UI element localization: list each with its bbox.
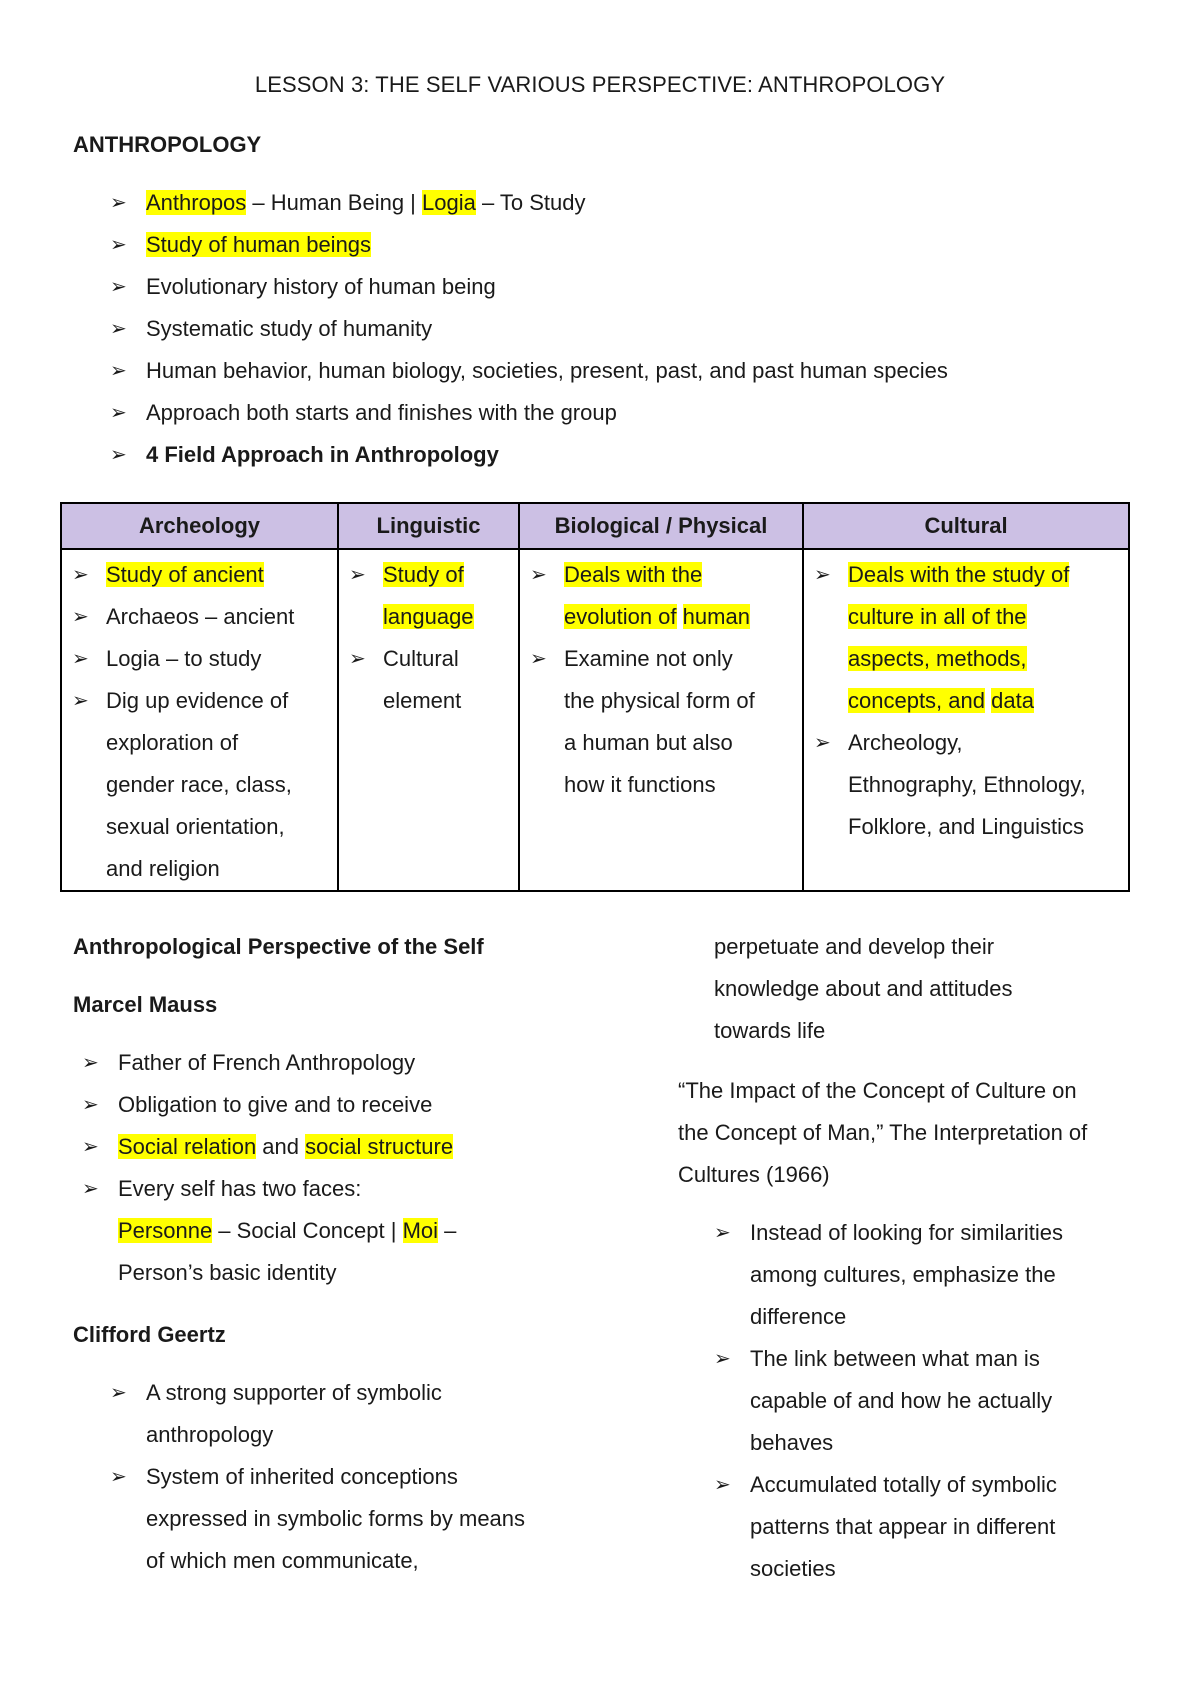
geertz-heading: Clifford Geertz xyxy=(73,1322,226,1347)
list-item xyxy=(82,1168,456,1294)
arrow-bullet-icon: ➢ xyxy=(714,1222,731,1244)
highlighted-text: Study of human beings xyxy=(146,232,372,257)
text: Archaeos – ancient xyxy=(106,604,295,629)
text-line: Instead of looking for similarities xyxy=(750,1220,1064,1245)
cell-biological xyxy=(519,549,803,891)
text-line: behaves xyxy=(750,1430,834,1455)
highlighted-term: Logia xyxy=(422,190,476,215)
text-line: a human but also xyxy=(564,730,733,755)
arrow-bullet-icon: ➢ xyxy=(72,564,89,586)
arrow-bullet-icon: ➢ xyxy=(110,276,127,298)
list-item xyxy=(349,638,512,722)
list-item xyxy=(110,350,948,392)
highlighted-term: Social relation xyxy=(118,1134,257,1159)
text-line: Accumulated totally of symbolic xyxy=(750,1472,1057,1497)
mauss-list xyxy=(82,1042,456,1294)
text-line: The link between what man is xyxy=(750,1346,1040,1371)
mauss-heading: Marcel Mauss xyxy=(73,992,218,1017)
header-linguistic: Linguistic xyxy=(338,503,519,549)
arrow-bullet-icon: ➢ xyxy=(110,1466,127,1488)
highlighted-term: Personne xyxy=(118,1218,213,1243)
arrow-bullet-icon: ➢ xyxy=(814,564,831,586)
text-line: Cultures (1966) xyxy=(678,1162,830,1187)
cell-cultural xyxy=(803,549,1129,891)
text-line: anthropology xyxy=(146,1422,274,1447)
table-row xyxy=(61,549,1129,891)
text: Obligation to give and to receive xyxy=(118,1092,433,1117)
list-item xyxy=(349,554,512,638)
text-line: difference xyxy=(750,1304,847,1329)
header-archeology: Archeology xyxy=(61,503,338,549)
list-item xyxy=(82,1042,456,1084)
highlighted-text: aspects, methods, xyxy=(848,646,1027,671)
list-item xyxy=(110,266,948,308)
list-item xyxy=(714,1464,1063,1590)
highlighted-term: social structure xyxy=(305,1134,454,1159)
list-item xyxy=(72,680,331,890)
text-line: patterns that appear in different xyxy=(750,1514,1056,1539)
text-line: the physical form of xyxy=(564,688,755,713)
list-item xyxy=(714,1338,1063,1464)
highlighted-text: Study of xyxy=(383,562,464,587)
text: Human behavior, human biology, societies, present, past, and past human species xyxy=(146,358,948,383)
text: – To Study xyxy=(475,190,586,215)
highlighted-text: Deals with the xyxy=(564,562,703,587)
arrow-bullet-icon: ➢ xyxy=(530,564,547,586)
text-line: the Concept of Man,” The Interpretation of xyxy=(678,1120,1088,1145)
text-line: how it functions xyxy=(564,772,716,797)
four-field-table xyxy=(60,502,1130,892)
text-line: Cultural xyxy=(383,646,459,671)
list-item xyxy=(530,638,796,806)
list-item xyxy=(110,1372,525,1456)
text-line: “The Impact of the Concept of Culture on xyxy=(678,1078,1077,1103)
text-line: of which men communicate, xyxy=(146,1548,419,1573)
list-item xyxy=(110,224,948,266)
text-line: capable of and how he actually xyxy=(750,1388,1053,1413)
list-item xyxy=(72,638,331,680)
arrow-bullet-icon: ➢ xyxy=(530,648,547,670)
list-item xyxy=(714,1212,1063,1338)
highlighted-text: culture in all of the xyxy=(848,604,1027,629)
highlighted-term: Moi xyxy=(402,1218,439,1243)
arrow-bullet-icon: ➢ xyxy=(349,648,366,670)
list-item xyxy=(110,182,948,224)
arrow-bullet-icon: ➢ xyxy=(110,234,127,256)
header-biological: Biological / Physical xyxy=(519,503,803,549)
citation xyxy=(678,1070,1087,1196)
arrow-bullet-icon: ➢ xyxy=(110,444,127,466)
list-item xyxy=(72,554,331,596)
text: Evolutionary history of human being xyxy=(146,274,496,299)
header-cultural: Cultural xyxy=(803,503,1129,549)
page-title: LESSON 3: THE SELF VARIOUS PERSPECTIVE: ANTHROPOLOGY xyxy=(254,72,946,97)
text: and xyxy=(256,1134,306,1159)
arrow-bullet-icon: ➢ xyxy=(714,1348,731,1370)
text: – Human Being | xyxy=(246,190,422,215)
text: Logia – to study xyxy=(106,646,262,671)
text-line: exploration of xyxy=(106,730,239,755)
list-item xyxy=(814,722,1122,848)
text-line: and religion xyxy=(106,856,220,881)
list-item xyxy=(110,308,948,350)
geertz-list xyxy=(110,1372,525,1582)
list-item xyxy=(82,1084,456,1126)
text-line: knowledge about and attitudes xyxy=(714,976,1013,1001)
list-item xyxy=(72,596,331,638)
cell-archeology xyxy=(61,549,338,891)
arrow-bullet-icon: ➢ xyxy=(110,402,127,424)
text-line: Folklore, and Linguistics xyxy=(848,814,1085,839)
highlighted-text: data xyxy=(991,688,1034,713)
arrow-bullet-icon: ➢ xyxy=(82,1136,99,1158)
intro-list xyxy=(110,182,948,476)
text-line: Ethnography, Ethnology, xyxy=(848,772,1086,797)
arrow-bullet-icon: ➢ xyxy=(72,648,89,670)
list-item xyxy=(814,554,1122,722)
text-line: sexual orientation, xyxy=(106,814,285,839)
field-approach-heading: 4 Field Approach in Anthropology xyxy=(146,442,499,467)
list-item xyxy=(110,434,948,476)
text: Systematic study of humanity xyxy=(146,316,433,341)
text: Father of French Anthropology xyxy=(118,1050,416,1075)
text: – Social Concept | xyxy=(212,1218,403,1243)
list-item xyxy=(110,1456,525,1582)
text-line: element xyxy=(383,688,462,713)
text-line: gender race, class, xyxy=(106,772,292,797)
highlighted-text: Deals with the study of xyxy=(848,562,1070,587)
text: – xyxy=(438,1218,457,1243)
highlighted-text: language xyxy=(383,604,474,629)
highlighted-term: Anthropos xyxy=(146,190,247,215)
highlighted-text: Study of ancient xyxy=(106,562,264,587)
text-line: expressed in symbolic forms by means xyxy=(146,1506,526,1531)
section-heading: ANTHROPOLOGY xyxy=(73,132,262,157)
text-line: towards life xyxy=(714,1018,826,1043)
highlighted-text: evolution of xyxy=(564,604,677,629)
arrow-bullet-icon: ➢ xyxy=(714,1474,731,1496)
arrow-bullet-icon: ➢ xyxy=(82,1094,99,1116)
text-line: Person’s basic identity xyxy=(118,1260,337,1285)
list-item xyxy=(110,392,948,434)
arrow-bullet-icon: ➢ xyxy=(72,606,89,628)
text-line: Dig up evidence of xyxy=(106,688,289,713)
arrow-bullet-icon: ➢ xyxy=(110,318,127,340)
arrow-bullet-icon: ➢ xyxy=(82,1052,99,1074)
arrow-bullet-icon: ➢ xyxy=(349,564,366,586)
highlighted-text: human xyxy=(682,604,750,629)
geertz-continuation xyxy=(714,926,1012,1052)
geertz-notes-list xyxy=(714,1212,1063,1590)
text-line: A strong supporter of symbolic xyxy=(146,1380,442,1405)
arrow-bullet-icon: ➢ xyxy=(110,360,127,382)
text-line: societies xyxy=(750,1556,836,1581)
text-line: Archeology, xyxy=(848,730,963,755)
perspective-heading: Anthropological Perspective of the Self xyxy=(73,934,484,959)
arrow-bullet-icon: ➢ xyxy=(110,1382,127,1404)
text-line: System of inherited conceptions xyxy=(146,1464,458,1489)
text-line: among cultures, emphasize the xyxy=(750,1262,1056,1287)
cell-linguistic xyxy=(338,549,519,891)
list-item xyxy=(530,554,796,638)
arrow-bullet-icon: ➢ xyxy=(82,1178,99,1200)
text: Approach both starts and finishes with the group xyxy=(146,400,617,425)
arrow-bullet-icon: ➢ xyxy=(814,732,831,754)
arrow-bullet-icon: ➢ xyxy=(110,192,127,214)
table-header-row xyxy=(61,503,1129,549)
highlighted-text: concepts, and xyxy=(848,688,985,713)
text-line: Examine not only xyxy=(564,646,733,671)
text-line: perpetuate and develop their xyxy=(714,934,995,959)
text-line: Every self has two faces: xyxy=(118,1176,362,1201)
list-item xyxy=(82,1126,456,1168)
arrow-bullet-icon: ➢ xyxy=(72,690,89,712)
